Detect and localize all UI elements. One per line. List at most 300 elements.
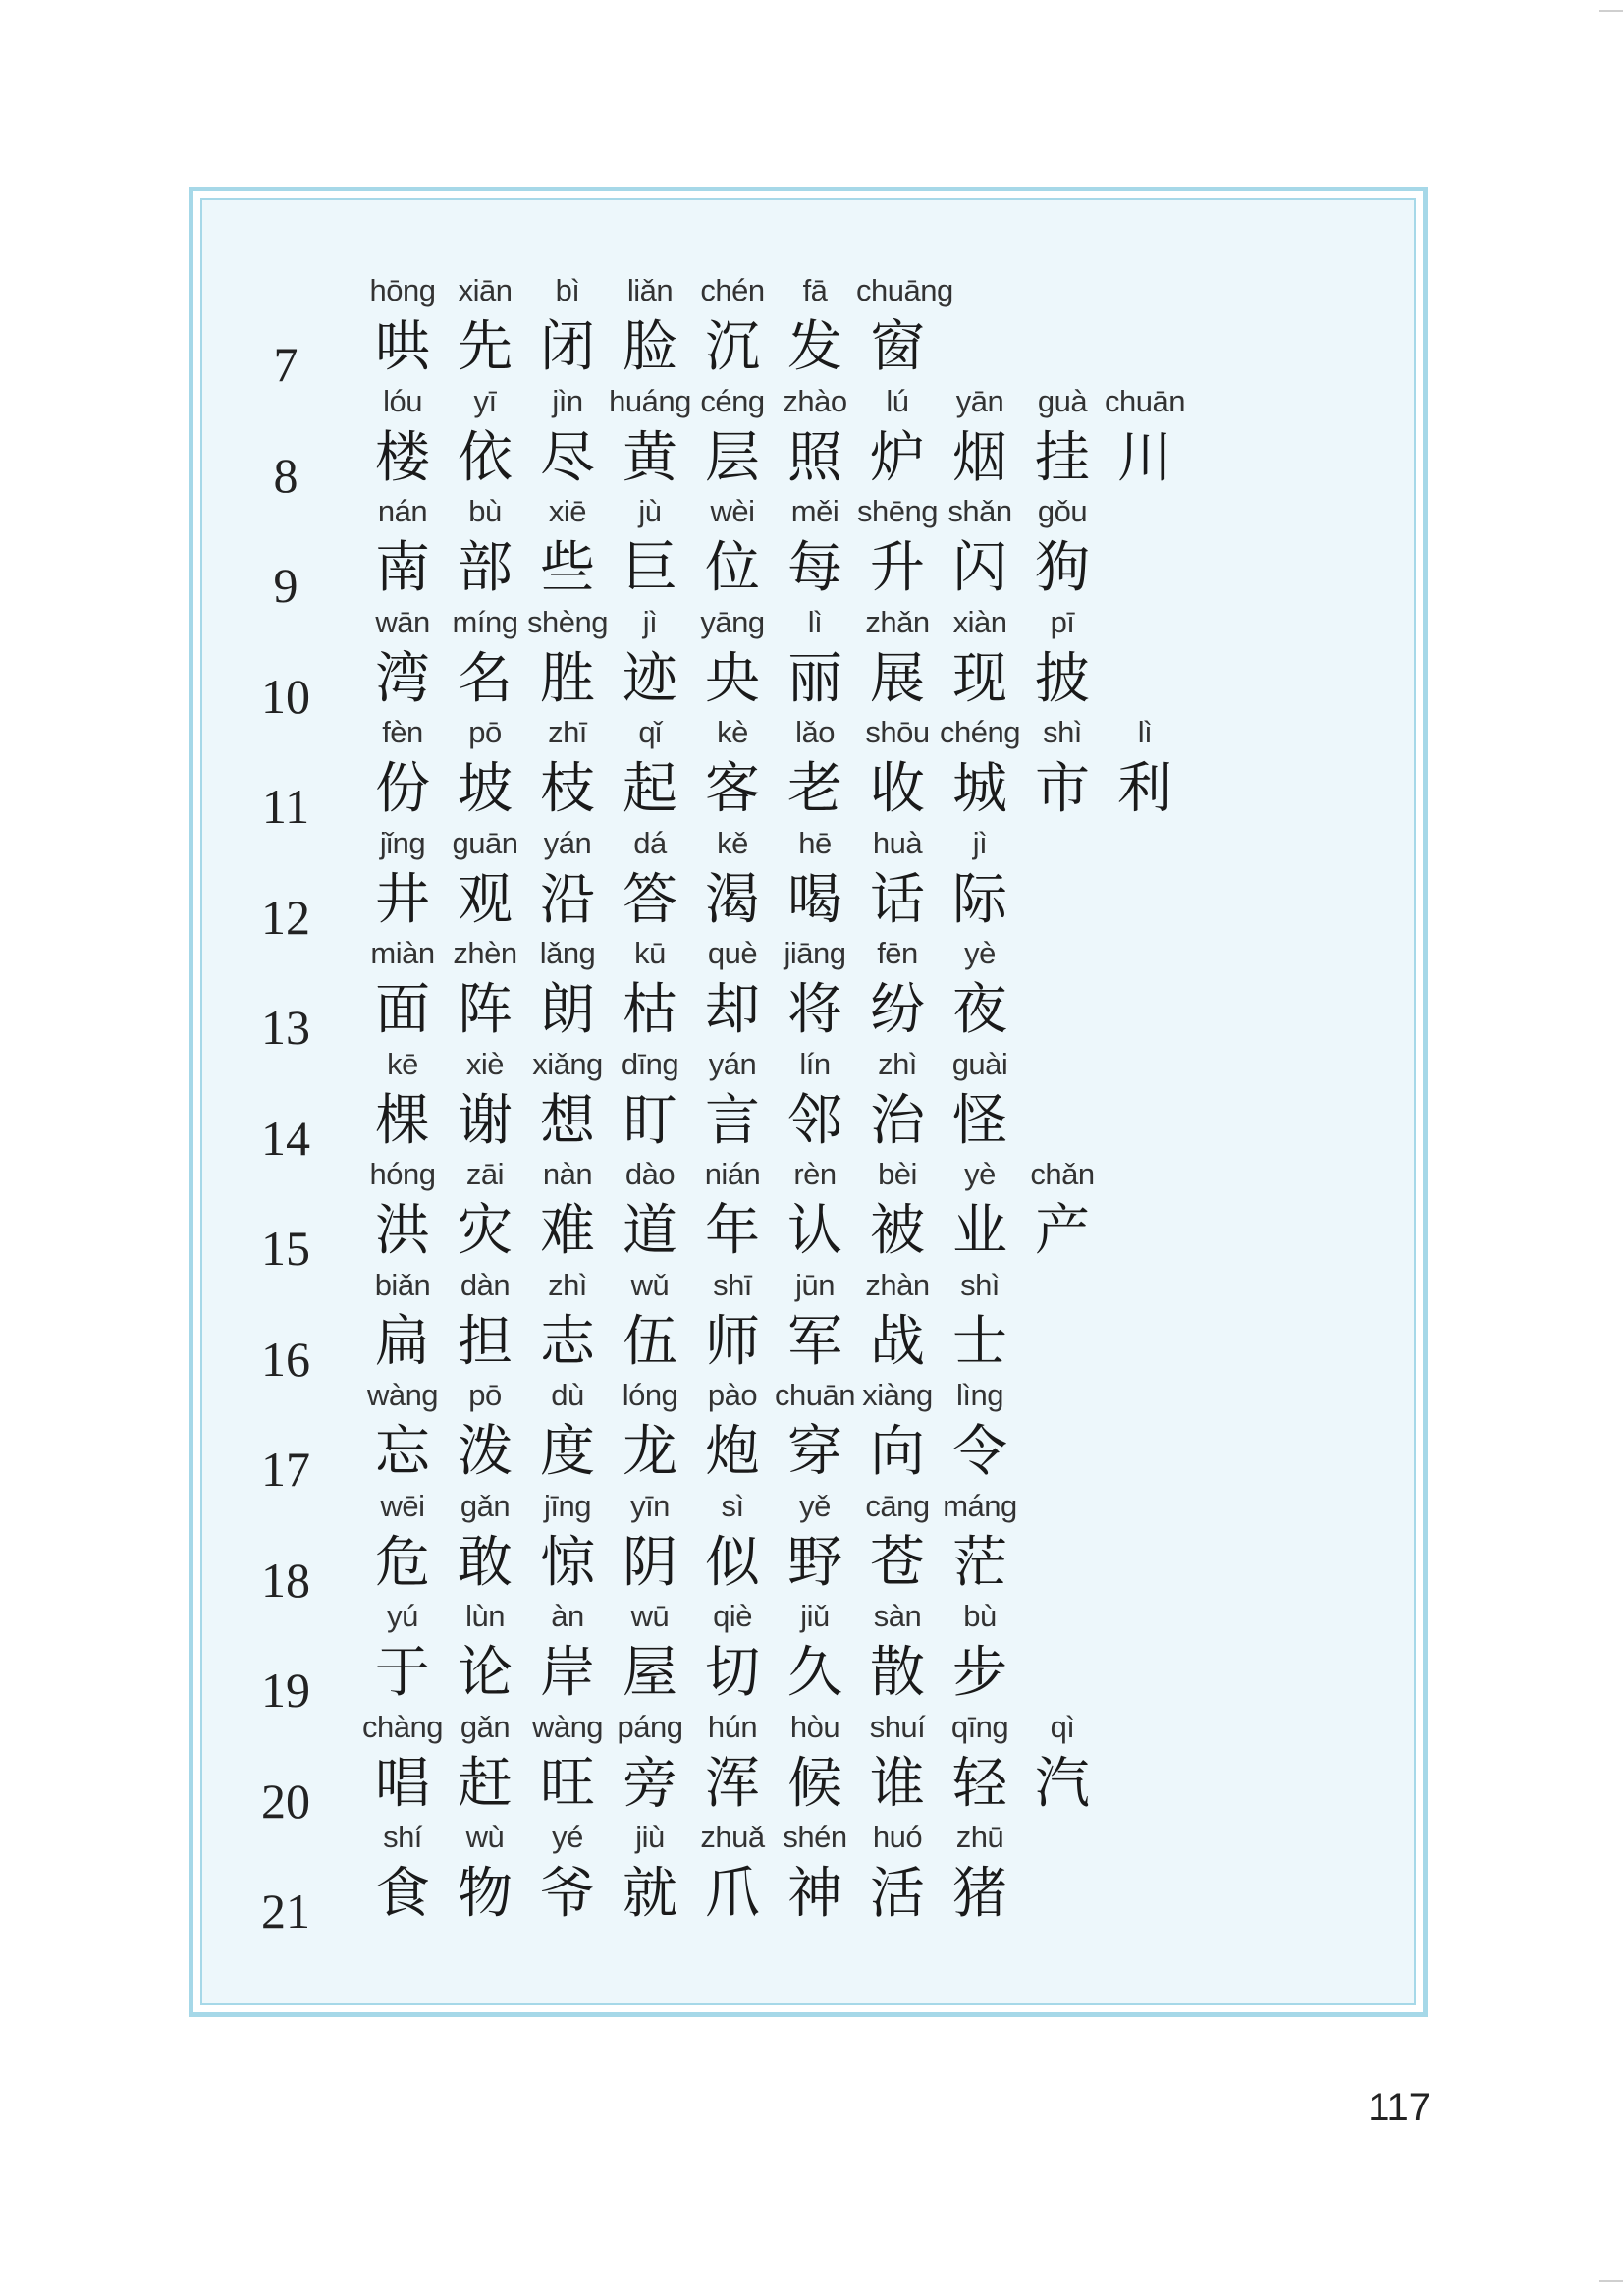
pinyin: lǎo — [795, 715, 835, 749]
pinyin: kè — [717, 715, 748, 749]
pinyin: lùn — [465, 1599, 505, 1633]
hanzi: 炮 — [705, 1420, 760, 1484]
pinyin: shí — [383, 1820, 422, 1854]
character-entry — [856, 273, 953, 379]
lesson-row — [232, 1157, 1214, 1276]
character-entry — [526, 1378, 609, 1484]
lesson-number: 7 — [273, 337, 298, 392]
lesson-number: 11 — [261, 779, 310, 834]
pinyin: měi — [790, 494, 839, 528]
hanzi: 业 — [952, 1199, 1007, 1263]
character-entry — [1021, 604, 1104, 711]
hanzi: 部 — [458, 536, 513, 600]
pinyin: huó — [872, 1820, 923, 1854]
pinyin: wèi — [710, 494, 755, 528]
pinyin: hōng — [369, 273, 436, 307]
hanzi: 沉 — [705, 315, 760, 379]
hanzi: 烟 — [952, 425, 1007, 490]
pinyin: xiān — [458, 273, 513, 307]
pinyin: hòu — [789, 1709, 840, 1744]
pinyin: shǎn — [947, 494, 1012, 528]
hanzi: 将 — [787, 978, 842, 1042]
character-entry — [361, 273, 444, 379]
character-entry — [774, 273, 856, 379]
pinyin: qiè — [713, 1599, 752, 1633]
hanzi: 度 — [540, 1420, 595, 1484]
hanzi: 照 — [787, 425, 842, 490]
character-entry — [856, 494, 939, 600]
hanzi: 就 — [622, 1862, 677, 1926]
hanzi: 升 — [870, 536, 925, 600]
hanzi: 活 — [870, 1862, 925, 1926]
character-entry — [1021, 715, 1104, 821]
pinyin: zhàn — [865, 1267, 930, 1302]
character-entry — [774, 1599, 856, 1705]
lesson-row — [232, 273, 1214, 392]
lesson-row — [232, 825, 1214, 945]
character-entry — [774, 1820, 856, 1926]
character-entry — [526, 715, 609, 821]
character-entry — [774, 1488, 856, 1595]
pinyin: chén — [700, 273, 765, 307]
lesson-number: 15 — [261, 1221, 310, 1276]
hanzi: 邻 — [787, 1088, 842, 1153]
pinyin: shì — [1043, 715, 1082, 749]
lesson-row — [232, 604, 1214, 724]
pinyin: guān — [452, 825, 518, 860]
character-entry — [856, 1046, 939, 1153]
character-entry — [691, 1046, 774, 1153]
lesson-number: 12 — [261, 889, 310, 945]
pinyin: dàn — [460, 1267, 511, 1302]
character-entry — [526, 1709, 609, 1816]
pinyin: xiē — [548, 494, 587, 528]
hanzi: 城 — [952, 757, 1007, 821]
hanzi: 旁 — [622, 1751, 677, 1816]
character-entry — [691, 604, 774, 711]
character-entry — [939, 1157, 1021, 1263]
pinyin: dù — [551, 1378, 584, 1412]
hanzi: 依 — [458, 425, 513, 490]
pinyin: pī — [1050, 604, 1075, 639]
pinyin: cāng — [865, 1488, 930, 1523]
lesson-number: 13 — [261, 1000, 310, 1055]
pinyin: jìn — [552, 383, 583, 418]
character-entry — [1021, 494, 1104, 600]
hanzi: 似 — [705, 1530, 760, 1595]
character-entry — [526, 273, 609, 379]
character-entry — [856, 1488, 939, 1595]
pinyin: jì — [642, 604, 658, 639]
hanzi: 谁 — [870, 1751, 925, 1816]
hanzi: 老 — [787, 757, 842, 821]
hanzi: 黄 — [622, 425, 677, 490]
character-entry — [361, 1599, 444, 1705]
pinyin: wǔ — [630, 1267, 670, 1302]
hanzi: 挂 — [1035, 425, 1090, 490]
pinyin: hē — [798, 825, 832, 860]
pinyin: hóng — [369, 1157, 436, 1191]
character-entry — [609, 1709, 691, 1816]
hanzi: 南 — [375, 536, 430, 600]
lesson-number: 9 — [273, 558, 298, 613]
pinyin: jiāng — [784, 936, 846, 970]
hanzi: 观 — [458, 867, 513, 932]
edge-mark-bottom — [1599, 2280, 1623, 2282]
character-entry — [526, 1488, 609, 1595]
character-entry — [361, 494, 444, 600]
character-entry — [856, 383, 939, 490]
character-entry — [444, 273, 526, 379]
character-entry — [361, 1267, 444, 1374]
hanzi: 野 — [787, 1530, 842, 1595]
hanzi: 胜 — [540, 646, 595, 711]
character-entry — [444, 936, 526, 1042]
hanzi: 巨 — [622, 536, 677, 600]
pinyin: lóng — [622, 1378, 678, 1412]
pinyin: bì — [555, 273, 580, 307]
hanzi: 汽 — [1035, 1751, 1090, 1816]
character-entry — [774, 383, 856, 490]
pinyin: yán — [543, 825, 592, 860]
hanzi: 川 — [1117, 425, 1172, 490]
pinyin: lì — [1137, 715, 1153, 749]
pinyin: zhū — [955, 1820, 1004, 1854]
pinyin: wàng — [366, 1378, 439, 1412]
hanzi: 展 — [870, 646, 925, 711]
character-entry — [774, 494, 856, 600]
pinyin: lóu — [383, 383, 422, 418]
hanzi: 士 — [952, 1309, 1007, 1374]
hanzi: 龙 — [622, 1420, 677, 1484]
hanzi: 坡 — [458, 757, 513, 821]
hanzi: 迹 — [622, 646, 677, 711]
character-entry — [856, 1820, 939, 1926]
pinyin: máng — [943, 1488, 1017, 1523]
character-entry — [361, 383, 444, 490]
pinyin: wū — [630, 1599, 670, 1633]
hanzi: 每 — [787, 536, 842, 600]
pinyin: liǎn — [626, 273, 674, 307]
lesson-row — [232, 1488, 1214, 1608]
character-entry — [1021, 1709, 1104, 1816]
page-number: 117 — [1368, 2086, 1431, 2129]
character-entry — [444, 1709, 526, 1816]
hanzi: 旺 — [540, 1751, 595, 1816]
character-entry — [609, 383, 691, 490]
pinyin: chàng — [362, 1709, 443, 1744]
pinyin: gǒu — [1037, 494, 1088, 528]
hanzi: 于 — [375, 1641, 430, 1705]
hanzi: 浑 — [705, 1751, 760, 1816]
character-entry — [444, 1488, 526, 1595]
character-entry — [1104, 383, 1186, 490]
pinyin: dīng — [621, 1046, 679, 1081]
character-entry — [856, 1709, 939, 1816]
hanzi: 产 — [1035, 1199, 1090, 1263]
character-entry — [939, 1267, 1021, 1374]
hanzi: 论 — [458, 1641, 513, 1705]
character-entry — [939, 936, 1021, 1042]
pinyin: wān — [375, 604, 430, 639]
character-entry — [774, 1267, 856, 1374]
pinyin: xiè — [465, 1046, 505, 1081]
character-entry — [361, 715, 444, 821]
character-entry — [691, 715, 774, 821]
pinyin: lú — [886, 383, 909, 418]
lesson-number: 20 — [261, 1773, 310, 1829]
character-entry — [691, 1157, 774, 1263]
hanzi: 现 — [952, 646, 1007, 711]
character-entry — [609, 1157, 691, 1263]
pinyin: shuí — [869, 1709, 926, 1744]
pinyin: lín — [799, 1046, 831, 1081]
character-entry — [609, 273, 691, 379]
character-entry — [939, 1378, 1021, 1484]
hanzi: 炉 — [870, 425, 925, 490]
hanzi: 湾 — [375, 646, 430, 711]
hanzi: 洪 — [375, 1199, 430, 1263]
pinyin: yé — [552, 1820, 583, 1854]
lesson-number: 19 — [261, 1663, 310, 1718]
hanzi: 散 — [870, 1641, 925, 1705]
character-entry — [691, 1378, 774, 1484]
lesson-row — [232, 494, 1214, 613]
hanzi: 候 — [787, 1751, 842, 1816]
hanzi: 军 — [787, 1309, 842, 1374]
pinyin: wàng — [531, 1709, 604, 1744]
character-entry — [856, 825, 939, 932]
character-entry — [526, 1267, 609, 1374]
pinyin: nàn — [542, 1157, 593, 1191]
hanzi: 答 — [622, 867, 677, 932]
pinyin: kū — [634, 936, 666, 970]
pinyin: jiù — [635, 1820, 665, 1854]
character-entry — [526, 1599, 609, 1705]
pinyin: yè — [964, 936, 996, 970]
hanzi: 阴 — [622, 1530, 677, 1595]
hanzi: 狗 — [1035, 536, 1090, 600]
character-entry — [774, 604, 856, 711]
character-entry — [939, 1820, 1021, 1926]
character-entry — [526, 1157, 609, 1263]
pinyin: zhì — [548, 1267, 587, 1302]
hanzi: 茫 — [952, 1530, 1007, 1595]
pinyin: wēi — [380, 1488, 425, 1523]
pinyin: hún — [707, 1709, 758, 1744]
character-entry — [939, 825, 1021, 932]
pinyin: guà — [1037, 383, 1088, 418]
pinyin: gǎn — [460, 1488, 511, 1523]
pinyin: yāng — [700, 604, 765, 639]
hanzi: 却 — [705, 978, 760, 1042]
pinyin: xiàn — [952, 604, 1007, 639]
pinyin: nián — [704, 1157, 761, 1191]
hanzi: 担 — [458, 1309, 513, 1374]
character-entry — [691, 825, 774, 932]
hanzi: 屋 — [622, 1641, 677, 1705]
character-entry — [856, 604, 939, 711]
hanzi: 夜 — [952, 978, 1007, 1042]
character-entry — [361, 1378, 444, 1484]
pinyin: zāi — [465, 1157, 505, 1191]
hanzi: 客 — [705, 757, 760, 821]
character-entry — [691, 1820, 774, 1926]
pinyin: gǎn — [460, 1709, 511, 1744]
hanzi: 利 — [1117, 757, 1172, 821]
character-entry — [774, 1378, 856, 1484]
hanzi: 些 — [540, 536, 595, 600]
hanzi: 治 — [870, 1088, 925, 1153]
hanzi: 名 — [458, 646, 513, 711]
hanzi: 被 — [870, 1199, 925, 1263]
hanzi: 忘 — [375, 1420, 430, 1484]
pinyin: pō — [468, 715, 502, 749]
character-entry — [526, 1046, 609, 1153]
hanzi: 际 — [952, 867, 1007, 932]
hanzi: 向 — [870, 1420, 925, 1484]
character-entry — [1021, 1157, 1104, 1263]
hanzi: 师 — [705, 1309, 760, 1374]
character-entry — [444, 383, 526, 490]
pinyin: lìng — [956, 1378, 1003, 1412]
character-entry — [691, 1709, 774, 1816]
character-entry — [609, 1599, 691, 1705]
hanzi: 先 — [458, 315, 513, 379]
character-entry — [609, 825, 691, 932]
character-entry — [609, 604, 691, 711]
hanzi: 盯 — [622, 1088, 677, 1153]
pinyin: zhào — [783, 383, 847, 418]
hanzi: 令 — [952, 1420, 1007, 1484]
character-entry — [361, 604, 444, 711]
hanzi: 惊 — [540, 1530, 595, 1595]
character-entry — [609, 1267, 691, 1374]
character-entry — [444, 1157, 526, 1263]
hanzi: 切 — [705, 1641, 760, 1705]
pinyin: yú — [387, 1599, 418, 1633]
hanzi: 想 — [540, 1088, 595, 1153]
hanzi: 渴 — [705, 867, 760, 932]
hanzi: 闭 — [540, 315, 595, 379]
hanzi: 朗 — [540, 978, 595, 1042]
character-entry — [609, 494, 691, 600]
pinyin: míng — [452, 604, 518, 639]
pinyin: chuān — [775, 1378, 855, 1412]
hanzi: 道 — [622, 1199, 677, 1263]
pinyin: kē — [387, 1046, 418, 1081]
pinyin: fèn — [382, 715, 423, 749]
hanzi: 岸 — [540, 1641, 595, 1705]
pinyin: rèn — [793, 1157, 837, 1191]
hanzi: 神 — [787, 1862, 842, 1926]
lesson-number: 8 — [273, 447, 298, 503]
hanzi: 市 — [1035, 757, 1090, 821]
hanzi: 步 — [952, 1641, 1007, 1705]
character-entry — [361, 936, 444, 1042]
hanzi: 志 — [540, 1309, 595, 1374]
pinyin: biǎn — [374, 1267, 431, 1302]
pinyin: sì — [721, 1488, 744, 1523]
pinyin: huà — [872, 825, 923, 860]
hanzi: 起 — [622, 757, 677, 821]
character-entry — [444, 1267, 526, 1374]
character-entry — [774, 715, 856, 821]
hanzi: 喝 — [787, 867, 842, 932]
hanzi: 沿 — [540, 867, 595, 932]
edge-mark-top — [1599, 10, 1623, 12]
pinyin: dá — [633, 825, 667, 860]
lesson-row — [232, 383, 1214, 503]
hanzi: 物 — [458, 1862, 513, 1926]
pinyin: bù — [963, 1599, 997, 1633]
pinyin: zhǎn — [865, 604, 930, 639]
hanzi: 井 — [375, 867, 430, 932]
character-entry — [939, 1709, 1021, 1816]
lesson-row — [232, 1709, 1214, 1829]
hanzi: 发 — [787, 315, 842, 379]
character-entry — [939, 1599, 1021, 1705]
character-entry — [526, 494, 609, 600]
pinyin: fēn — [877, 936, 918, 970]
character-entry — [939, 1488, 1021, 1595]
hanzi: 央 — [705, 646, 760, 711]
character-entry — [609, 936, 691, 1042]
pinyin: pō — [468, 1378, 502, 1412]
hanzi: 难 — [540, 1199, 595, 1263]
hanzi: 危 — [375, 1530, 430, 1595]
hanzi: 认 — [787, 1199, 842, 1263]
pinyin: àn — [551, 1599, 584, 1633]
character-entry — [361, 1046, 444, 1153]
hanzi: 赶 — [458, 1751, 513, 1816]
hanzi: 唱 — [375, 1751, 430, 1816]
hanzi: 怪 — [952, 1088, 1007, 1153]
hanzi: 猪 — [952, 1862, 1007, 1926]
pinyin: guài — [951, 1046, 1008, 1081]
pinyin: zhì — [878, 1046, 917, 1081]
hanzi: 枝 — [540, 757, 595, 821]
character-entry — [609, 1046, 691, 1153]
pinyin: shēng — [857, 494, 938, 528]
pinyin: lǎng — [539, 936, 596, 970]
character-entry — [856, 715, 939, 821]
pinyin: dào — [624, 1157, 676, 1191]
lesson-row — [232, 1046, 1214, 1166]
character-entry — [939, 1046, 1021, 1153]
hanzi: 爷 — [540, 1862, 595, 1926]
pinyin: xiǎng — [532, 1046, 603, 1081]
character-entry — [691, 383, 774, 490]
character-entry — [609, 1378, 691, 1484]
pinyin: kě — [717, 825, 748, 860]
lesson-number: 14 — [261, 1110, 310, 1166]
hanzi: 久 — [787, 1641, 842, 1705]
lesson-number: 10 — [261, 668, 310, 724]
hanzi: 伍 — [622, 1309, 677, 1374]
pinyin: shì — [960, 1267, 1000, 1302]
character-entry — [526, 383, 609, 490]
pinyin: xiàng — [862, 1378, 933, 1412]
pinyin: zhèn — [453, 936, 517, 970]
pinyin: yīn — [630, 1488, 670, 1523]
character-entry — [526, 604, 609, 711]
pinyin: qīng — [950, 1709, 1009, 1744]
character-entry — [856, 1599, 939, 1705]
character-entry — [444, 494, 526, 600]
pinyin: chéng — [940, 715, 1020, 749]
hanzi: 枯 — [622, 978, 677, 1042]
